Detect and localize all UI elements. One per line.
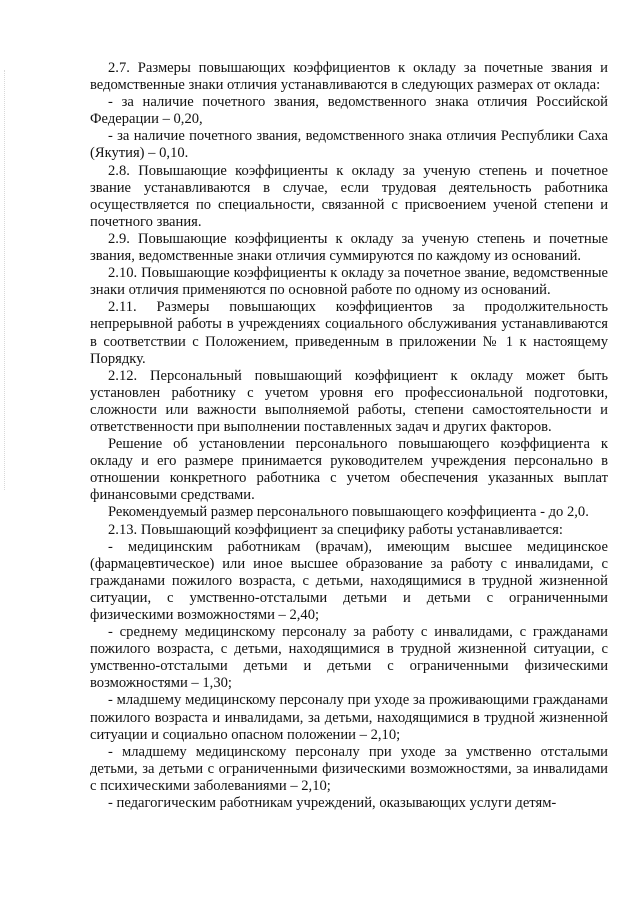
document-page [90,60,608,812]
paragraph-2-13: 2.13. Повышающий коэффициент за специфику работы устанавливается: [108,521,563,538]
list-item-mid-level-medical-staff: - среднему медицинскому персоналу за работу с инвалидами, с гражданами пожилого возраста, с детьми, находящимися в трудной жизненной ситуации, с умственно-отсталыми детьми и детьми с ограниченными физическими возможностями – 1,30; [90,624,608,692]
list-item-pedagogical-workers: - педагогическим работникам учреждений, оказывающих услуги детям- [108,795,557,812]
paragraph-2-8: 2.8. Повышающие коэффициенты к окладу за ученую степень и почетное звание устанавливаются в случае, если трудовая деятельность работника осуществляется по специальности, связанной с присвоением ученой степени и почетного звания. [90,162,608,230]
scan-margin-mark [4,70,6,490]
paragraph-2-11: 2.11. Размеры повышающих коэффициентов за продолжительность непрерывной работы в учреждениях социального обслуживания устанавливаются в соответствии с Положением, приведенным в приложении № 1 к настоящему Порядку. [90,299,608,367]
paragraph-personal-coefficient-decision: Решение об установлении персонального повышающего коэффициента к окладу и его размере принимается руководителем учреждения персонально в отношении конкретного работника с учетом обеспечения указанных выплат финансовыми средствами. [90,436,608,504]
paragraph-recommended-size: Рекомендуемый размер персонального повышающего коэффициента - до 2,0. [108,504,589,521]
paragraph-2-12: 2.12. Персональный повышающий коэффициент к окладу может быть установлен работнику с учетом уровня его профессиональной подготовки, сложности или важности выполняемой работы, степени самостоятельности и ответственности при выполнении поставленных задач и других факторов. [90,367,608,435]
paragraph-2-7: 2.7. Размеры повышающих коэффициентов к окладу за почетные звания и ведомственные знаки отличия устанавливаются в следующих размерах от оклада: [90,60,608,94]
paragraph-2-10: 2.10. Повышающие коэффициенты к окладу за почетное звание, ведомственные знаки отличия применяются по основной работе по одному из оснований. [90,265,608,299]
paragraph-2-9: 2.9. Повышающие коэффициенты к окладу за ученую степень и почетные звания, ведомственные знаки отличия суммируются по каждому из оснований. [90,230,608,265]
list-item-russian-federation-award: - за наличие почетного звания, ведомственного знака отличия Российской Федерации – 0,20, [90,94,608,128]
list-item-junior-medical-staff-disabled-children: - младшему медицинскому персоналу при уходе за умственно отсталыми детьми, за детьми с ограниченными физическими возможностями, за инвалидами с психическими заболеваниями – 2,10; [90,743,608,794]
list-item-yakutia-award: - за наличие почетного звания, ведомственного знака отличия Республики Саха (Якутия) – 0,10. [90,128,608,162]
list-item-doctors: - медицинским работникам (врачам), имеющим высшее медицинское (фармацевтическое) или иное высшее образование за работу с инвалидами, с гражданами пожилого возраста, с детьми, находящимися в трудной жизненной ситуации, с умственно-отсталыми детьми и детьми с ограниченными физическими возможностями – 2,40; [90,538,608,623]
list-item-junior-medical-staff-elderly: - младшему медицинскому персоналу при уходе за проживающими гражданами пожилого возраста и инвалидами, за детьми, находящимися в трудной жизненной ситуации и социально опасном положении – 2,10; [90,692,608,743]
